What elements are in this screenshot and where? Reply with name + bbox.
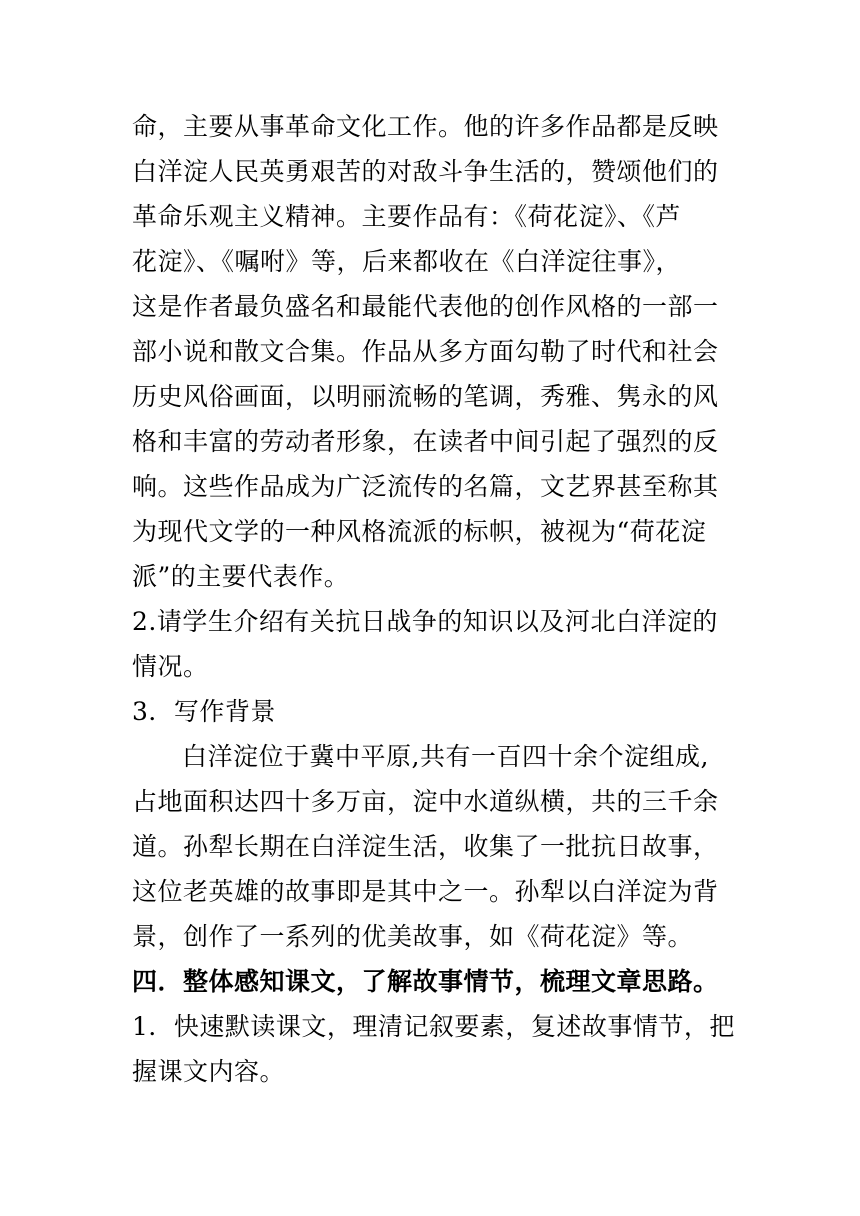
paragraph-line: 道。孙犁长期在白洋淀生活，收集了一批抗日故事， [132, 832, 719, 861]
paragraph-line: 占地面积达四十多万亩，淀中水道纵横，共的三千余 [132, 787, 719, 816]
paragraph-line: 为现代文学的一种风格流派的标帜，被视为“荷花淀 [132, 517, 707, 546]
paragraph-line: 格和丰富的劳动者形象，在读者中间引起了强烈的反 [132, 427, 719, 456]
paragraph-line: 白洋淀人民英勇艰苦的对敌斗争生活的，赞颂他们的 [132, 157, 719, 186]
paragraph-line: 这是作者最负盛名和最能代表他的创作风格的一部一 [132, 292, 719, 321]
list-item-line: 2.请学生介绍有关抗日战争的知识以及河北白洋淀的 [132, 607, 718, 636]
paragraph-line: 花淀》、《嘱咐》等，后来都收在《白洋淀往事》， [132, 247, 682, 276]
paragraph-line: 命，主要从事革命文化工作。他的许多作品都是反映 [132, 112, 719, 141]
paragraph-line: 革命乐观主义精神。主要作品有：《荷花淀》、《芦 [132, 202, 682, 231]
list-item-line: 1．快速默读课文，理清记叙要素，复述故事情节，把 [132, 1012, 735, 1041]
list-item-line: 握课文内容。 [132, 1057, 286, 1086]
paragraph-line: 响。这些作品成为广泛流传的名篇，文艺界甚至称其 [132, 472, 719, 501]
paragraph-line: 这位老英雄的故事即是其中之一。孙犁以白洋淀为背 [132, 877, 719, 906]
paragraph-line: 历史风俗画面，以明丽流畅的笔调，秀雅、隽永的风 [132, 382, 719, 411]
list-item-line: 情况。 [132, 652, 209, 681]
paragraph-line: 景，创作了一系列的优美故事，如《荷花淀》等。 [132, 922, 694, 951]
paragraph-line: 部小说和散文合集。作品从多方面勾勒了时代和社会 [132, 337, 719, 366]
section-heading-bold: 四．整体感知课文，了解故事情节，梳理文章思路。 [132, 967, 719, 996]
section-heading: 3．写作背景 [132, 697, 276, 726]
paragraph-line: 白洋淀位于冀中平原,共有一百四十余个淀组成, [182, 742, 709, 771]
paragraph-line: 派”的主要代表作。 [132, 562, 350, 591]
